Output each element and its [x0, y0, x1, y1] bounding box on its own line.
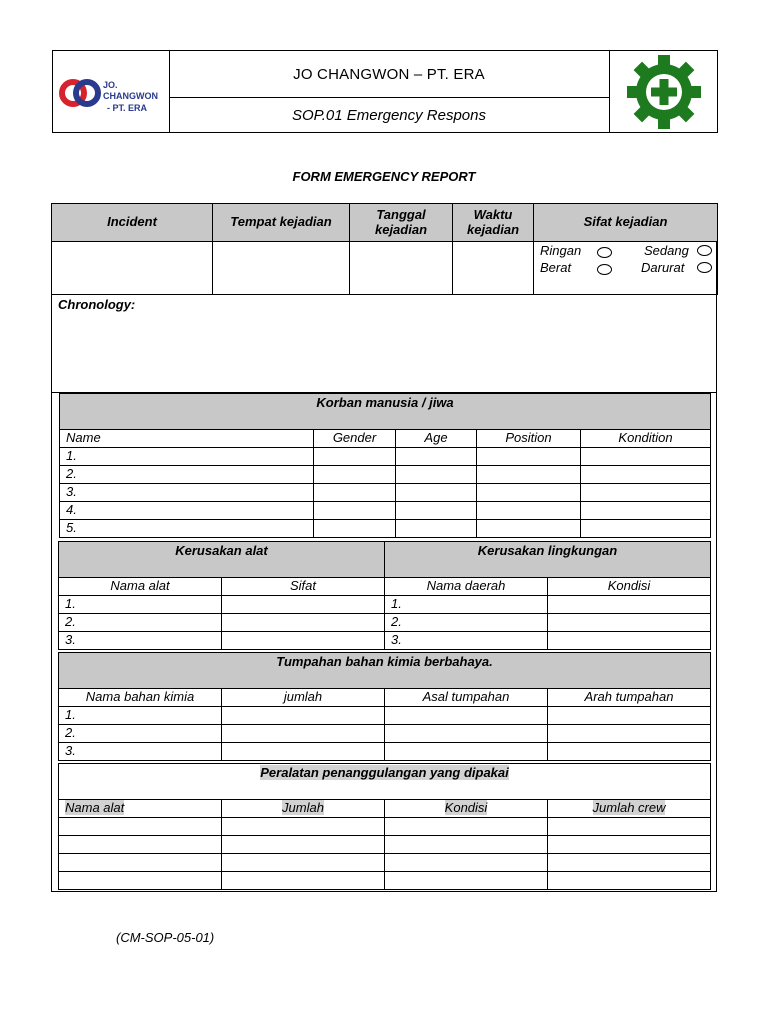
korban-row-4[interactable]: 4.	[60, 502, 314, 520]
peralatan-title-cell	[59, 764, 711, 800]
korban-cell[interactable]	[477, 520, 581, 538]
korban-cell[interactable]	[396, 466, 477, 484]
alat-row-1[interactable]: 1.	[59, 596, 222, 614]
peralatan-cell[interactable]	[222, 818, 385, 836]
korban-cell[interactable]	[581, 520, 711, 538]
tumpahan-cell[interactable]	[222, 743, 385, 761]
korban-cell[interactable]	[396, 520, 477, 538]
lingkungan-cell[interactable]	[548, 614, 711, 632]
sifat-options	[534, 242, 718, 295]
korban-table	[59, 393, 711, 538]
tumpahan-cell[interactable]	[385, 707, 548, 725]
document-header	[52, 50, 718, 133]
tumpahan-cell[interactable]	[385, 743, 548, 761]
option-darurat-radio[interactable]	[697, 262, 712, 273]
korban-row-5[interactable]: 5.	[60, 520, 314, 538]
tumpahan-row-2[interactable]: 2.	[59, 725, 222, 743]
peralatan-cell[interactable]	[222, 836, 385, 854]
peralatan-cell[interactable]	[548, 818, 711, 836]
peralatan-cell[interactable]	[385, 836, 548, 854]
korban-col-gender: Gender	[314, 430, 396, 448]
col-waktu-kejadian: Waktu kejadian	[453, 204, 534, 242]
korban-cell[interactable]	[314, 448, 396, 466]
alat-cell[interactable]	[222, 632, 385, 650]
col-incident: Incident	[52, 204, 213, 242]
gear-cross-icon	[610, 51, 718, 132]
korban-cell[interactable]	[477, 502, 581, 520]
logo-text-line2: - PT. ERA	[107, 102, 148, 113]
korban-cell[interactable]	[581, 484, 711, 502]
korban-title: Korban manusia / jiwa	[60, 394, 711, 430]
company-name: JO CHANGWON – PT. ERA	[169, 51, 609, 98]
option-sedang-label: Sedang	[644, 243, 689, 258]
peralatan-cell[interactable]	[59, 872, 222, 890]
korban-cell[interactable]	[581, 502, 711, 520]
tumpahan-cell[interactable]	[548, 743, 711, 761]
korban-row-2[interactable]: 2.	[60, 466, 314, 484]
tanggal-input[interactable]	[350, 242, 453, 295]
peralatan-cell[interactable]	[59, 854, 222, 872]
korban-cell[interactable]	[396, 484, 477, 502]
lingkungan-row-1[interactable]: 1.	[385, 596, 548, 614]
peralatan-table	[58, 763, 711, 890]
tumpahan-cell[interactable]	[548, 707, 711, 725]
lingkungan-col-nama-daerah: Nama daerah	[385, 578, 548, 596]
peralatan-cell[interactable]	[59, 836, 222, 854]
peralatan-cell[interactable]	[385, 854, 548, 872]
chronology-box[interactable]	[52, 294, 716, 393]
peralatan-cell[interactable]	[222, 854, 385, 872]
waktu-input[interactable]	[453, 242, 534, 295]
korban-cell[interactable]	[581, 466, 711, 484]
peralatan-cell[interactable]	[59, 818, 222, 836]
tumpahan-cell[interactable]	[548, 725, 711, 743]
peralatan-cell[interactable]	[385, 872, 548, 890]
chronology-label: Chronology:	[58, 297, 136, 312]
alat-col-nama: Nama alat	[59, 578, 222, 596]
alat-cell[interactable]	[222, 614, 385, 632]
kerusakan-alat-title: Kerusakan alat	[59, 542, 385, 578]
korban-col-kondition: Kondition	[581, 430, 711, 448]
col-sifat-kejadian: Sifat kejadian	[534, 204, 718, 242]
korban-cell[interactable]	[396, 502, 477, 520]
tumpahan-cell[interactable]	[222, 707, 385, 725]
tumpahan-title: Tumpahan bahan kimia berbahaya.	[59, 653, 711, 689]
incident-table	[51, 203, 718, 295]
company-logo	[53, 51, 170, 132]
option-ringan-radio[interactable]	[597, 247, 612, 258]
korban-cell[interactable]	[477, 448, 581, 466]
peralatan-title: Peralatan penanggulangan yang dipakai	[260, 765, 509, 780]
form-title: FORM EMERGENCY REPORT	[292, 169, 476, 184]
tumpahan-col-jumlah: jumlah	[222, 689, 385, 707]
tempat-input[interactable]	[213, 242, 350, 295]
tumpahan-col-arah: Arah tumpahan	[548, 689, 711, 707]
option-berat-label: Berat	[540, 260, 572, 275]
option-berat-radio[interactable]	[597, 264, 612, 275]
korban-cell[interactable]	[314, 520, 396, 538]
kerusakan-table	[58, 541, 711, 650]
kerusakan-lingkungan-title: Kerusakan lingkungan	[385, 542, 711, 578]
incident-input[interactable]	[52, 242, 213, 295]
korban-cell[interactable]	[477, 484, 581, 502]
korban-cell[interactable]	[314, 484, 396, 502]
peralatan-col-jumlah: Jumlah	[282, 800, 324, 816]
korban-row-1[interactable]: 1.	[60, 448, 314, 466]
col-tempat-kejadian: Tempat kejadian	[213, 204, 350, 242]
korban-cell[interactable]	[396, 448, 477, 466]
col-tanggal-kejadian: Tanggal kejadian	[350, 204, 453, 242]
peralatan-col-jumlah-crew: Jumlah crew	[592, 800, 666, 816]
tumpahan-row-1[interactable]: 1.	[59, 707, 222, 725]
option-sedang-radio[interactable]	[697, 245, 712, 256]
alat-cell[interactable]	[222, 596, 385, 614]
lingkungan-row-2[interactable]: 2.	[385, 614, 548, 632]
peralatan-cell[interactable]	[548, 872, 711, 890]
tumpahan-cell[interactable]	[222, 725, 385, 743]
korban-cell[interactable]	[314, 466, 396, 484]
tumpahan-cell[interactable]	[385, 725, 548, 743]
peralatan-cell[interactable]	[222, 872, 385, 890]
option-ringan-label: Ringan	[540, 243, 582, 258]
lingkungan-cell[interactable]	[548, 632, 711, 650]
tumpahan-table	[58, 652, 711, 761]
alat-row-3[interactable]: 3.	[59, 632, 222, 650]
peralatan-col-kondisi: Kondisi	[444, 800, 488, 816]
peralatan-cell[interactable]	[548, 836, 711, 854]
alat-row-2[interactable]: 2.	[59, 614, 222, 632]
peralatan-cell[interactable]	[548, 854, 711, 872]
logo-text-line1: JO. CHANGWON	[103, 80, 158, 102]
sop-title: SOP.01 Emergency Respons	[292, 106, 486, 124]
peralatan-col-nama-alat: Nama alat	[65, 800, 125, 816]
korban-col-name: Name	[60, 430, 314, 448]
document-code: (CM-SOP-05-01)	[116, 930, 215, 945]
korban-row-3[interactable]: 3.	[60, 484, 314, 502]
peralatan-cell[interactable]	[385, 818, 548, 836]
emergency-report-form	[51, 203, 717, 892]
tumpahan-row-3[interactable]: 3.	[59, 743, 222, 761]
korban-cell[interactable]	[477, 466, 581, 484]
tumpahan-col-nama: Nama bahan kimia	[59, 689, 222, 707]
korban-cell[interactable]	[581, 448, 711, 466]
korban-cell[interactable]	[314, 502, 396, 520]
lingkungan-row-3[interactable]: 3.	[385, 632, 548, 650]
header-title-block	[169, 51, 610, 132]
alat-col-sifat: Sifat	[222, 578, 385, 596]
lingkungan-col-kondisi: Kondisi	[548, 578, 711, 596]
lingkungan-cell[interactable]	[548, 596, 711, 614]
korban-col-age: Age	[396, 430, 477, 448]
korban-col-position: Position	[477, 430, 581, 448]
tumpahan-col-asal: Asal tumpahan	[385, 689, 548, 707]
option-darurat-label: Darurat	[641, 260, 685, 275]
